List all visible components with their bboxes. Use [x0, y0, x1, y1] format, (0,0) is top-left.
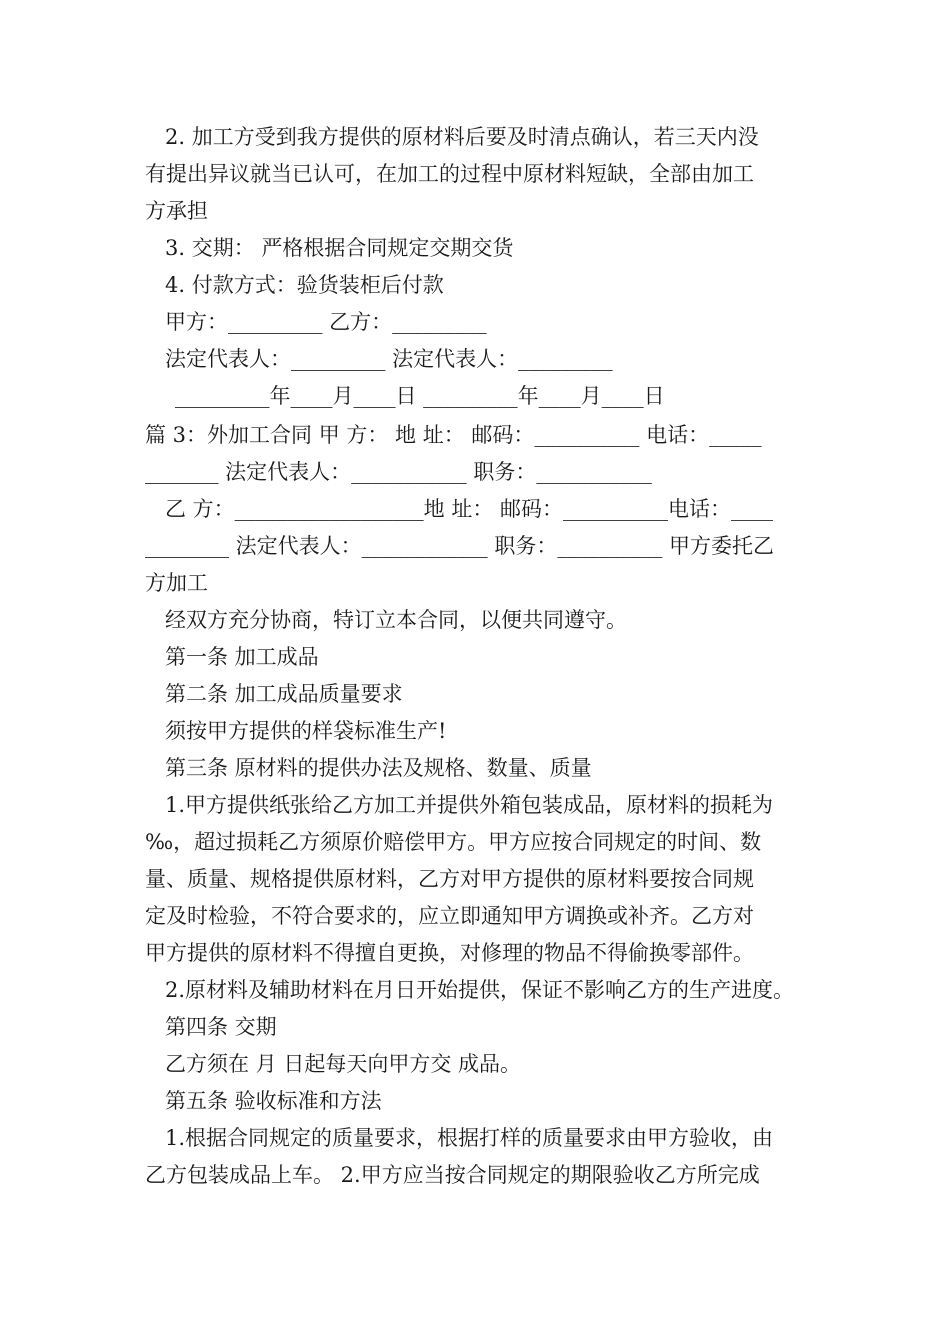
text-line: 有提出异议就当已认可，在加工的过程中原材料短缺，全部由加工 [145, 162, 754, 186]
text-line: 乙方须在 月 日起每天向甲方交 成品。 [165, 1052, 522, 1076]
text-line: _______ 法定代表人：___________ 职务：___________ [145, 460, 652, 484]
text-line: 量、质量、规格提供原材料，乙方对甲方提供的原材料要按合同规 [145, 867, 754, 891]
text-line: 甲方提供的原材料不得擅自更换，对修理的物品不得偷换零部件。 [145, 941, 754, 965]
text-line: 2. 加工方受到我方提供的原材料后要及时清点确认，若三天内没 [165, 125, 759, 149]
text-line: 1.甲方提供纸张给乙方加工并提供外箱包装成品，原材料的损耗为 [165, 793, 774, 817]
text-line: 经双方充分协商，特订立本合同，以便共同遵守。 [165, 608, 627, 632]
text-line: ________ 法定代表人：____________ 职务：__________ 甲方委托乙 [145, 534, 775, 558]
date-line: _________年____月____日 _________年____月____日 [175, 384, 665, 408]
text-line: 方承担 [145, 199, 208, 223]
article-heading: 第一条 加工成品 [165, 645, 319, 669]
text-line: 乙 方：__________________地 址： 邮码：__________电话：____ [165, 497, 774, 521]
article-heading: 第三条 原材料的提供办法及规格、数量、质量 [165, 756, 592, 780]
text-line: 1.根据合同规定的质量要求，根据打样的质量要求由甲方验收，由 [165, 1126, 774, 1150]
text-line: 方加工 [145, 571, 208, 595]
signature-line: 甲方：_________ 乙方：_________ [165, 310, 487, 334]
section-heading: 篇 3：外加工合同 甲 方： 地 址： 邮码：__________ 电话：_____ [145, 423, 762, 447]
article-heading: 第四条 交期 [165, 1015, 277, 1039]
text-line: 定及时检验，不符合要求的，应立即通知甲方调换或补齐。乙方对 [145, 904, 754, 928]
article-heading: 第五条 验收标准和方法 [165, 1089, 382, 1113]
text-line: ‰，超过损耗乙方须原价赔偿甲方。甲方应按合同规定的时间、数 [145, 830, 762, 854]
text-line: 乙方包装成品上车。 2.甲方应当按合同规定的期限验收乙方所完成 [145, 1163, 760, 1187]
signature-line: 法定代表人：_________ 法定代表人：_________ [165, 347, 613, 371]
text-line: 4. 付款方式：验货装柜后付款 [165, 273, 444, 297]
text-line: 须按甲方提供的样袋标准生产! [165, 719, 447, 743]
article-heading: 第二条 加工成品质量要求 [165, 682, 403, 706]
text-line: 3. 交期： 严格根据合同规定交期交货 [165, 236, 514, 260]
text-line: 2.原材料及辅助材料在月日开始提供，保证不影响乙方的生产进度。 [165, 978, 795, 1002]
